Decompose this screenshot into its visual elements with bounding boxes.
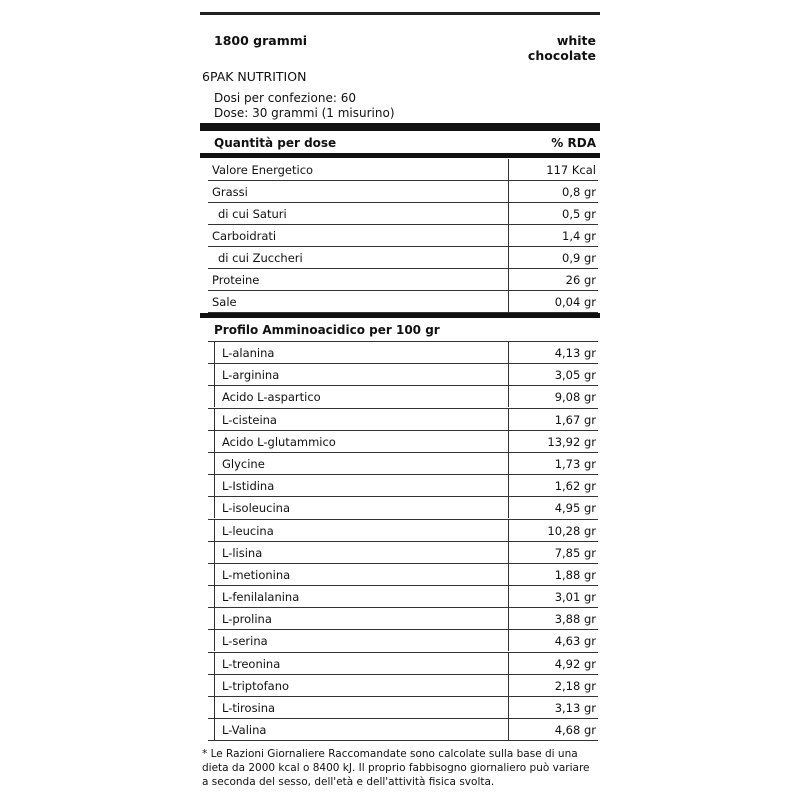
nutrient-value: 117 Kcal — [508, 159, 598, 180]
nutrient-row — [208, 181, 598, 203]
nutrient-name: di cui Saturi — [218, 207, 287, 221]
amino-name: L-lisina — [222, 545, 263, 560]
flavor-line-2: chocolate — [527, 48, 596, 63]
amino-row — [208, 520, 598, 542]
servings-info — [214, 91, 395, 121]
amino-name: Glycine — [222, 456, 265, 471]
amino-row — [208, 409, 598, 431]
amino-name: L-alanina — [222, 346, 275, 360]
product-flavor — [516, 33, 596, 63]
divider-thick — [200, 313, 600, 318]
amino-name: L-serina — [222, 634, 268, 649]
amino-table — [208, 341, 598, 741]
nutrition-label — [200, 12, 600, 796]
amino-name: L-isoleucina — [222, 501, 290, 516]
cell-divider — [214, 542, 215, 563]
amino-value: 1,67 gr — [508, 409, 598, 430]
nutrient-name: Grassi — [212, 185, 248, 199]
cell-divider — [214, 675, 215, 696]
nutrient-value: 1,4 gr — [508, 225, 598, 246]
amino-value: 4,63 gr — [508, 630, 598, 651]
amino-name: Acido L-aspartico — [222, 390, 321, 405]
amino-value: 4,68 gr — [508, 719, 598, 740]
cell-divider — [214, 608, 215, 629]
amino-row — [208, 675, 598, 697]
amino-value: 3,88 gr — [508, 608, 598, 629]
footnote: * Le Razioni Giornaliere Raccomandate sono calcolate sulla base di una dieta da 2000 kcal o 8400 kJ. Il proprio fabbisogno giornaliero può variare a seconda del sesso, dell'età e dell'attività fisica svolta. — [202, 748, 590, 788]
nutrient-name: Valore Energetico — [212, 163, 314, 177]
amino-value: 4,95 gr — [508, 497, 598, 518]
nutrient-value: 0,5 gr — [508, 203, 598, 224]
divider-thick — [200, 153, 600, 158]
amino-value: 1,62 gr — [508, 475, 598, 496]
cell-divider — [214, 564, 215, 585]
amino-row — [208, 497, 598, 519]
servings-per-pack: Dosi per confezione: 60 — [214, 91, 356, 105]
cell-divider — [214, 586, 215, 607]
cell-divider — [214, 653, 215, 674]
amino-name: L-Istidina — [222, 479, 275, 494]
amino-row — [208, 342, 598, 364]
nutrition-table — [208, 159, 598, 313]
amino-row — [208, 364, 598, 386]
amino-name: L-cisteina — [222, 412, 277, 427]
amino-row — [208, 564, 598, 586]
amino-name: L-treonina — [222, 656, 281, 671]
nutrient-name: Sale — [212, 295, 237, 309]
nutrient-row — [208, 291, 598, 313]
amino-row — [208, 431, 598, 453]
nutrient-value: 0,8 gr — [508, 181, 598, 202]
amino-value: 3,13 gr — [508, 697, 598, 718]
nutrition-heading-left: Quantità per dose — [214, 136, 337, 150]
amino-row — [208, 653, 598, 675]
nutrient-row — [208, 225, 598, 247]
amino-heading: Profilo Amminoacidico per 100 gr — [214, 323, 440, 337]
amino-value: 1,88 gr — [508, 564, 598, 585]
cell-divider — [214, 453, 215, 474]
amino-row — [208, 630, 598, 652]
amino-name: L-Valina — [222, 723, 267, 738]
amino-row — [208, 542, 598, 564]
cell-divider — [214, 497, 215, 518]
amino-row — [208, 586, 598, 608]
brand-name: 6PAK NUTRITION — [202, 69, 307, 84]
nutrition-heading-right: % RDA — [551, 136, 596, 150]
cell-divider — [214, 475, 215, 496]
amino-name: L-triptofano — [222, 678, 290, 693]
serving-size: Dose: 30 grammi (1 misurino) — [214, 106, 395, 120]
amino-value: 3,05 gr — [508, 364, 598, 385]
nutrient-name: Carboidrati — [212, 229, 277, 243]
product-weight: 1800 grammi — [214, 33, 308, 48]
nutrient-value: 0,9 gr — [508, 247, 598, 268]
nutrient-name: Proteine — [212, 273, 260, 287]
amino-name: L-metionina — [222, 567, 291, 582]
amino-name: L-prolina — [222, 612, 272, 627]
amino-row — [208, 608, 598, 630]
amino-value: 3,01 gr — [508, 586, 598, 607]
amino-name: L-leucina — [222, 523, 274, 538]
cell-divider — [214, 630, 215, 651]
amino-value: 2,18 gr — [508, 675, 598, 696]
cell-divider — [214, 342, 215, 363]
cell-divider — [214, 386, 215, 407]
cell-divider — [214, 364, 215, 385]
nutrient-row — [208, 247, 598, 269]
nutrient-value: 0,04 gr — [508, 291, 598, 312]
divider-thick — [200, 123, 600, 131]
amino-row — [208, 719, 598, 741]
amino-name: L-fenilalanina — [222, 590, 300, 605]
amino-name: L-arginina — [222, 368, 280, 383]
nutrient-value: 26 gr — [508, 269, 598, 290]
amino-name: L-tirosina — [222, 701, 276, 715]
flavor-line-1: white — [556, 33, 596, 48]
cell-divider — [214, 431, 215, 452]
nutrient-row — [208, 203, 598, 225]
amino-row — [208, 475, 598, 497]
amino-value: 4,92 gr — [508, 653, 598, 674]
nutrient-name: di cui Zuccheri — [218, 251, 303, 265]
amino-value: 9,08 gr — [508, 386, 598, 407]
amino-value: 4,13 gr — [508, 342, 598, 363]
cell-divider — [214, 719, 215, 740]
amino-value: 1,73 gr — [508, 453, 598, 474]
cell-divider — [214, 520, 215, 541]
amino-row — [208, 453, 598, 475]
nutrition-heading — [214, 136, 596, 150]
amino-value: 10,28 gr — [508, 520, 598, 541]
amino-row — [208, 386, 598, 408]
cell-divider — [214, 409, 215, 430]
amino-name: Acido L-glutammico — [222, 434, 336, 449]
nutrient-row — [208, 269, 598, 291]
product-header — [214, 33, 596, 63]
nutrient-row — [208, 159, 598, 181]
amino-row — [208, 697, 598, 719]
amino-value: 13,92 gr — [508, 431, 598, 452]
amino-value: 7,85 gr — [508, 542, 598, 563]
cell-divider — [214, 697, 215, 718]
